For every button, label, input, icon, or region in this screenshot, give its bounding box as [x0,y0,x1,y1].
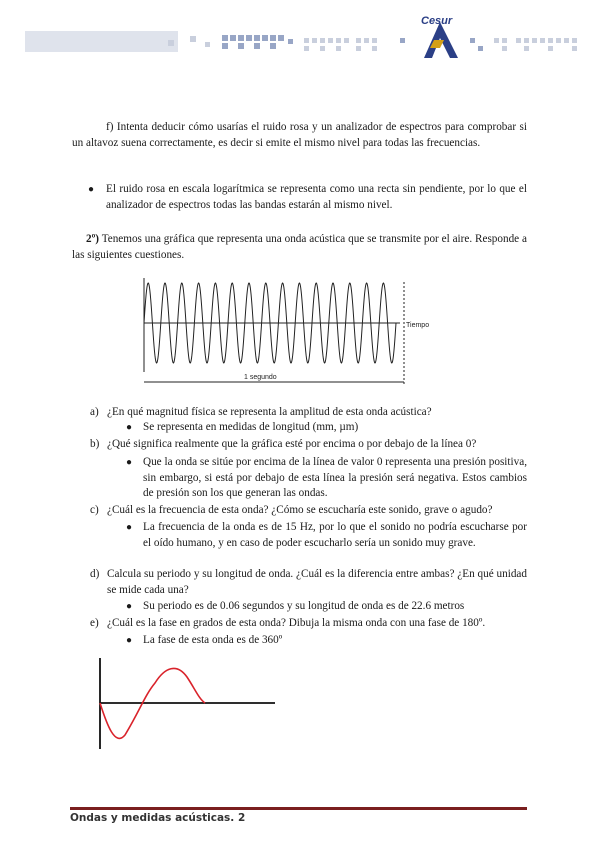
answer-text: La frecuencia de la onda es de 15 Hz, por lo que el sonido no podría escucharse por el oído humano, y en caso de poder escucharlo sería un sonido muy grave. [143,521,527,549]
wave-figure [138,272,438,392]
bullet-icon: ● [126,601,133,612]
answer-text: La fase de esta onda es de 360º [143,634,283,646]
bullet-icon: ● [126,522,133,533]
question-f: f) Intenta deducir cómo usarías el ruido rosa y un analizador de espectros para comprobar si un altavoz suena correctamente, es decir si emite el mismo nivel para todas las frecuencias. [72,121,527,149]
question-label: a) [90,406,99,418]
bullet-icon: ● [126,422,133,433]
phase-figure [95,655,285,755]
question-2-number: 2º) [86,233,100,245]
question-text: ¿Qué significa realmente que la gráfica esté por encima o por debajo de la línea 0? [107,438,477,450]
question-label: b) [90,438,100,450]
question-text: ¿En qué magnitud física se representa la amplitud de esta onda acústica? [107,406,432,418]
answer-f: El ruido rosa en escala logarítmica se representa como una recta sin pendiente, por lo que el analizador de espectros todas las bandas estarán al mismo nivel. [106,183,527,211]
question-text: ¿Cuál es la fase en grados de esta onda? Dibuja la misma onda con una fase de 180º. [107,617,486,629]
answer-text: Su periodo es de 0.06 segundos y su longitud de onda es de 22.6 metros [143,600,465,612]
question-label: c) [90,504,99,516]
logo-text: Cesur [421,15,453,27]
question-text: ¿Cuál es la frecuencia de esta onda? ¿Cómo se escucharía este sonido, grave o agudo? [107,504,493,516]
question-2 [72,232,527,263]
answer-text: Se representa en medidas de longitud (mm, µm) [143,421,359,433]
bullet-icon: ● [88,184,95,195]
footer-text: Ondas y medidas acústicas. 2 [70,812,246,824]
question-label: d) [90,568,100,580]
bullet-icon: ● [126,457,133,468]
wave-axis-label: Tiempo [406,322,430,329]
question-2-text: Tenemos una gráfica que representa una onda acústica que se transmite por el aire. Responde a las siguientes cuestiones. [72,233,527,261]
question-text: Calcula su periodo y su longitud de onda. ¿Cuál es la diferencia entre ambas? ¿En qué unidad se mide cada una? [107,568,527,596]
bullet-icon: ● [126,635,133,646]
answer-text: Que la onda se sitúe por encima de la línea de valor 0 representa una presión positiva, sin embargo, si está por debajo de esta línea la presión será negativa. Estos cambios de presión son los que generan las ondas. [143,456,527,499]
question-label: e) [90,617,99,629]
footer-divider [70,807,527,810]
wave-span-label: 1 segundo [244,374,277,381]
header-decoration [0,0,600,70]
